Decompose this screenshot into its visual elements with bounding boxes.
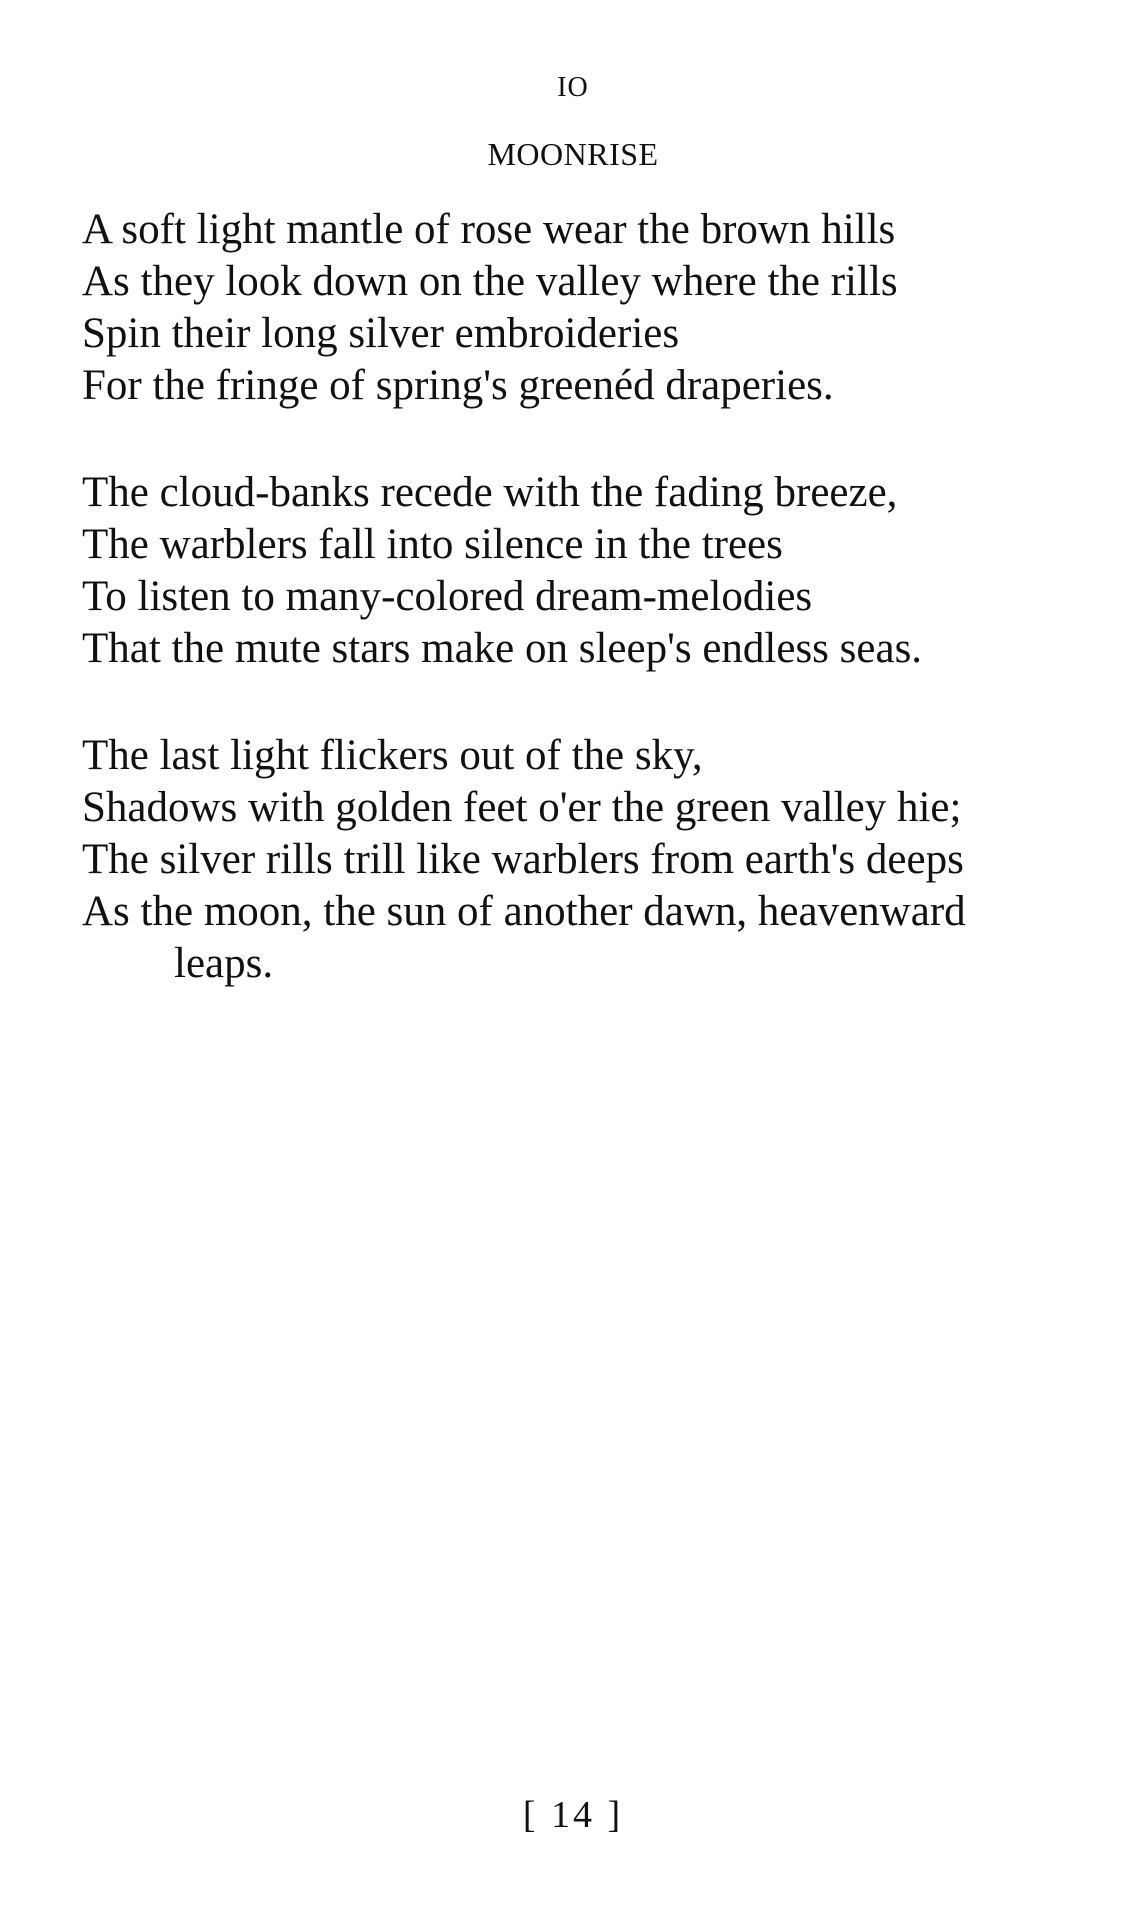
poem-line: That the mute stars make on sleep's endless seas. [82, 625, 923, 672]
poem-line: A soft light mantle of rose wear the brown hills [82, 206, 896, 253]
page-number: [ 14 ] [522, 1794, 624, 1836]
poem-line-continuation: leaps. [174, 940, 274, 987]
poem-line: As the moon, the sun of another dawn, heavenward [82, 888, 966, 935]
poem-line: The cloud-banks recede with the fading breeze, [82, 469, 898, 516]
stanza-1 [82, 204, 1122, 412]
poem-line: The silver rills trill like warblers from earth's deeps [82, 836, 964, 883]
stanza-2 [82, 467, 1122, 675]
poem-line: Spin their long silver embroideries [82, 310, 680, 357]
poem-line: The warblers fall into silence in the trees [82, 521, 783, 568]
poem-body [82, 204, 1122, 1045]
stanza-3 [82, 730, 1122, 990]
poem-line: For the fringe of spring's greenéd draperies. [82, 362, 834, 409]
poem-line: Shadows with golden feet o'er the green valley hie; [82, 784, 962, 831]
poem-line: As they look down on the valley where the rills [82, 258, 898, 305]
poem-title: MOONRISE [487, 136, 659, 172]
poem-number: IO [557, 72, 589, 103]
poem-line: The last light flickers out of the sky, [82, 732, 703, 779]
poem-line: To listen to many-colored dream-melodies [82, 573, 813, 620]
